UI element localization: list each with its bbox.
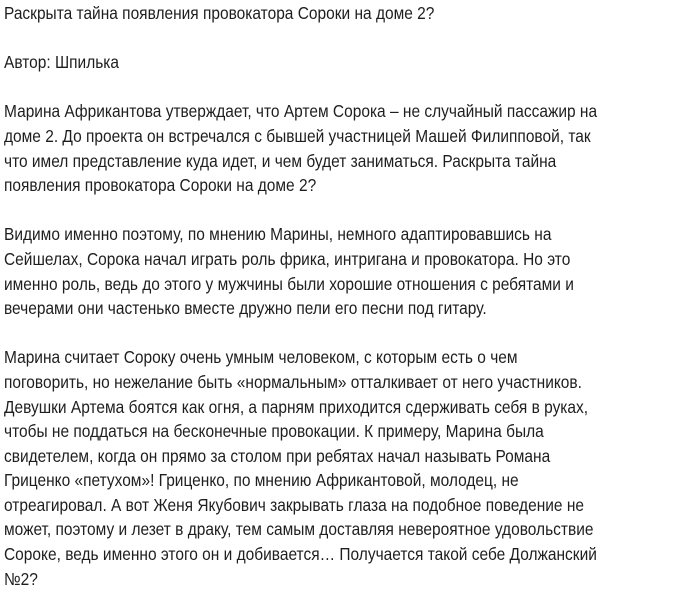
article-paragraph bbox=[4, 222, 699, 320]
paragraph-line: доме 2. До проекта он встречался с бывшей участницей Машей Филипповой, так bbox=[4, 125, 591, 146]
author-text: Автор: Шпилька bbox=[4, 52, 120, 73]
paragraph-line: Марина Африкантова утверждает, что Артем Сорока – не случайный пассажир на bbox=[4, 101, 598, 122]
paragraph-line: Гриценко «петухом»! Гриценко, по мнению Африкантовой, молодец, не bbox=[4, 470, 519, 491]
paragraph-line: Сороке, ведь именно этого он и добивается… Получается такой себе Должанский bbox=[4, 544, 597, 565]
article-title bbox=[4, 1, 699, 26]
article-paragraph bbox=[4, 345, 699, 591]
paragraph-line: поговорить, но нежелание быть «нормальным» отталкивает от него участников. bbox=[4, 371, 582, 392]
paragraph-line: Сейшелах, Сорока начал играть роль фрика, интригана и провокатора. Но это bbox=[4, 248, 571, 269]
paragraph-line: что имел представление куда идет, и чем будет заниматься. Раскрыта тайна bbox=[4, 150, 557, 171]
paragraph-line: Марина считает Сороку очень умным человеком, с которым есть о чем bbox=[4, 347, 518, 368]
article-author bbox=[4, 50, 699, 75]
paragraph-line: Видимо именно поэтому, по мнению Марины, немного адаптировавшись на bbox=[4, 224, 552, 245]
paragraph-line: может, поэтому и лезет в драку, тем самым доставляя невероятное удовольствие bbox=[4, 519, 594, 540]
article-paragraph bbox=[4, 99, 699, 197]
paragraph-line: вечерами они частенько вместе дружно пели его песни под гитару. bbox=[4, 298, 487, 319]
paragraph-line: Девушки Артема боятся как огня, а парням приходится сдерживать себя в руках, bbox=[4, 396, 589, 417]
paragraph-line: именно роль, ведь до этого у мужчины были хорошие отношения с ребятами и bbox=[4, 273, 574, 294]
paragraph-line: чтобы не поддаться на бесконечные провокации. К примеру, Марина была bbox=[4, 421, 544, 442]
title-text: Раскрыта тайна появления провокатора Сороки на доме 2? bbox=[4, 3, 435, 23]
paragraph-line: №2? bbox=[4, 568, 38, 589]
paragraph-line: отреагировал. А вот Женя Якубович закрывать глаза на подобное поведение не bbox=[4, 494, 584, 515]
paragraph-line: свидетелем, когда он прямо за столом при ребятах начал называть Романа bbox=[4, 445, 551, 466]
paragraph-line: появления провокатора Сороки на доме 2? bbox=[4, 175, 317, 196]
